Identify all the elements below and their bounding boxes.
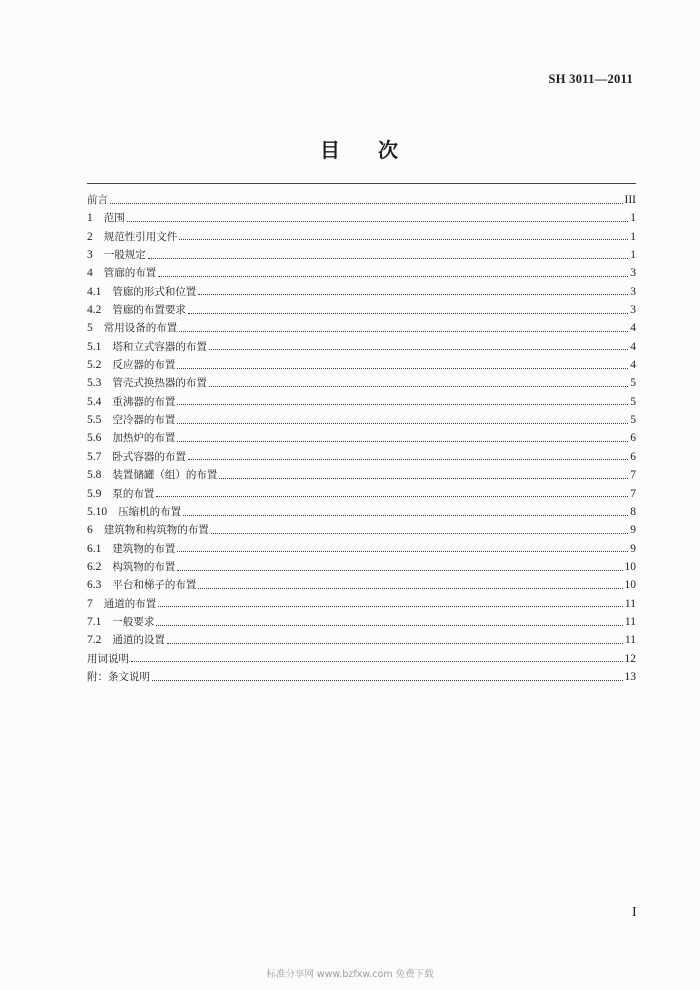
toc-entry-page: 1 [630, 249, 636, 262]
toc-entry [87, 650, 636, 668]
toc-entry-page: III [624, 194, 636, 206]
toc-dot-leader [177, 570, 622, 571]
footer-watermark: 标准分享网 www.bzfxw.com 免费下载 [266, 969, 434, 980]
toc-entry-page: 7 [630, 469, 636, 482]
toc-entry-page: 1 [630, 230, 636, 243]
toc-dot-leader [177, 551, 628, 552]
toc-dot-leader [167, 643, 623, 644]
toc-entry [87, 246, 636, 264]
toc-dot-leader [127, 221, 629, 222]
toc-entry-number: 5.6 [87, 432, 102, 445]
toc-entry [87, 191, 636, 209]
toc-entry [87, 356, 636, 374]
toc-entry-page: 4 [630, 359, 636, 372]
toc-entry-label: 空冷器的布置 [112, 414, 176, 427]
toc-entry-label: 管壳式换热器的布置 [112, 377, 207, 390]
page-number: I [632, 905, 637, 920]
toc-dot-leader [179, 331, 628, 332]
toc-entry-label: 范围 [103, 212, 125, 225]
toc-entry [87, 374, 636, 392]
toc-dot-leader [148, 258, 629, 259]
toc-entry [87, 448, 636, 466]
toc-entry-label: 一般要求 [112, 615, 155, 628]
toc-entry [87, 264, 636, 282]
toc-entry-label: 加热炉的布置 [112, 432, 176, 445]
toc-entry [87, 485, 636, 503]
toc-dot-leader [177, 404, 628, 405]
toc-entry-label: 反应器的布置 [112, 359, 176, 372]
toc-entry-number: 5.10 [87, 505, 108, 518]
toc-entry-number: 7 [87, 597, 93, 610]
toc-entry-page: 7 [630, 487, 636, 500]
toc-entry-number: 4 [87, 267, 93, 280]
toc-entry [87, 595, 636, 613]
toc-entry [87, 393, 636, 411]
toc-dot-leader [177, 423, 628, 424]
toc-entry [87, 558, 636, 576]
page-title: 目 次 [320, 138, 407, 162]
toc-entry-label: 常用设备的布置 [103, 322, 178, 335]
toc-entry-page: 13 [624, 670, 636, 683]
toc-entry-page: 11 [624, 634, 636, 647]
toc-entry-page: 3 [630, 267, 636, 280]
toc-entry [87, 319, 636, 337]
toc-entry [87, 668, 636, 686]
toc-entry-number: 5.9 [87, 487, 102, 500]
toc-entry-label: 建筑物的布置 [112, 542, 176, 555]
toc-entry-page: 9 [630, 542, 636, 555]
toc-entry-number: 5.2 [87, 359, 102, 372]
toc-entry-label: 重沸器的布置 [112, 395, 176, 408]
toc-dot-leader [183, 515, 628, 516]
document-code: SH 3011—2011 [548, 72, 633, 86]
toc-dot-leader [156, 496, 628, 497]
toc-entry-label: 用词说明 [87, 652, 129, 665]
toc-entry-number: 4.1 [87, 285, 102, 298]
toc-entry-page: 12 [624, 652, 636, 665]
toc-entry-number: 3 [87, 249, 93, 262]
toc-entry [87, 503, 636, 521]
toc-entry-label: 卧式容器的布置 [112, 450, 186, 463]
toc-entry-label: 管廊的形式和位置 [112, 285, 197, 298]
toc-entry-page: 9 [630, 524, 636, 537]
toc-entry-label: 附：条文说明 [87, 670, 150, 683]
toc-entry [87, 466, 636, 484]
toc-entry-page: 5 [630, 377, 636, 390]
toc-dot-leader [198, 588, 622, 589]
toc-entry-number: 6.1 [87, 542, 102, 555]
toc-entry [87, 576, 636, 594]
toc-dot-leader [156, 625, 623, 626]
toc-entry-number: 6.3 [87, 579, 102, 592]
toc-entry [87, 209, 636, 227]
toc-entry [87, 521, 636, 539]
toc-entry [87, 631, 636, 649]
toc-entry-number: 6 [87, 524, 93, 537]
toc-entry-label: 通道的布置 [103, 597, 157, 610]
toc-entry-page: 5 [630, 395, 636, 408]
toc-entry-number: 2 [87, 230, 93, 243]
toc-dot-leader [177, 441, 628, 442]
toc-entry-label: 前言 [87, 194, 108, 206]
toc-entry-label: 建筑物和构筑物的布置 [103, 524, 209, 537]
title-divider [87, 183, 636, 184]
toc-entry-page: 4 [630, 340, 636, 353]
toc-dot-leader [131, 661, 623, 662]
toc-entry-number: 5.7 [87, 450, 102, 463]
toc-entry-label: 管廊的布置 [103, 267, 157, 280]
toc-entry-number: 4.2 [87, 304, 102, 317]
toc-entry-number: 5.4 [87, 395, 102, 408]
toc-dot-leader [158, 606, 623, 607]
toc-dot-leader [188, 459, 628, 460]
toc-dot-leader [188, 313, 628, 314]
toc-entry-page: 11 [624, 597, 636, 610]
toc-entry-label: 压缩机的布置 [118, 505, 182, 518]
toc-entry [87, 613, 636, 631]
toc-dot-leader [177, 368, 628, 369]
toc-entry-number: 1 [87, 212, 93, 225]
toc-dot-leader [198, 294, 628, 295]
toc-dot-leader [110, 203, 623, 204]
toc-entry-page: 10 [624, 560, 636, 573]
toc-entry-number: 6.2 [87, 560, 102, 573]
toc-entry-page: 5 [630, 414, 636, 427]
toc-dot-leader [152, 680, 623, 681]
toc-entry-label: 装置储罐（组）的布置 [112, 469, 218, 482]
toc-entry-label: 通道的设置 [112, 634, 165, 647]
toc-dot-leader [209, 349, 628, 350]
table-of-contents [87, 191, 636, 686]
toc-entry [87, 540, 636, 558]
toc-entry-number: 5 [87, 322, 93, 335]
toc-entry-label: 塔和立式容器的布置 [112, 340, 207, 353]
toc-entry [87, 338, 636, 356]
toc-dot-leader [211, 533, 629, 534]
toc-entry-page: 10 [624, 579, 636, 592]
toc-entry-label: 泵的布置 [112, 487, 155, 500]
toc-entry-page: 6 [630, 450, 636, 463]
toc-entry-number: 5.3 [87, 377, 102, 390]
toc-entry-page: 8 [630, 505, 636, 518]
toc-entry-label: 管廊的布置要求 [112, 304, 186, 317]
toc-entry-number: 5.1 [87, 340, 102, 353]
toc-entry-page: 3 [630, 285, 636, 298]
toc-entry [87, 301, 636, 319]
toc-entry-number: 7.1 [87, 615, 102, 628]
toc-entry-number: 5.8 [87, 469, 102, 482]
toc-dot-leader [158, 276, 628, 277]
toc-entry-page: 6 [630, 432, 636, 445]
toc-entry-page: 11 [624, 615, 636, 628]
toc-entry-page: 3 [630, 304, 636, 317]
toc-dot-leader [219, 478, 628, 479]
toc-entry-label: 一般规定 [103, 249, 146, 262]
toc-entry-number: 5.5 [87, 414, 102, 427]
toc-entry-page: 1 [630, 212, 636, 225]
toc-dot-leader [179, 239, 628, 240]
toc-entry-label: 规范性引用文件 [103, 230, 178, 243]
toc-entry-page: 4 [630, 322, 636, 335]
toc-dot-leader [209, 386, 628, 387]
toc-entry-number: 7.2 [87, 634, 102, 647]
toc-entry [87, 228, 636, 246]
toc-entry [87, 283, 636, 301]
toc-entry [87, 411, 636, 429]
toc-entry-label: 平台和梯子的布置 [112, 579, 197, 592]
toc-entry [87, 429, 636, 447]
toc-entry-label: 构筑物的布置 [112, 560, 176, 573]
